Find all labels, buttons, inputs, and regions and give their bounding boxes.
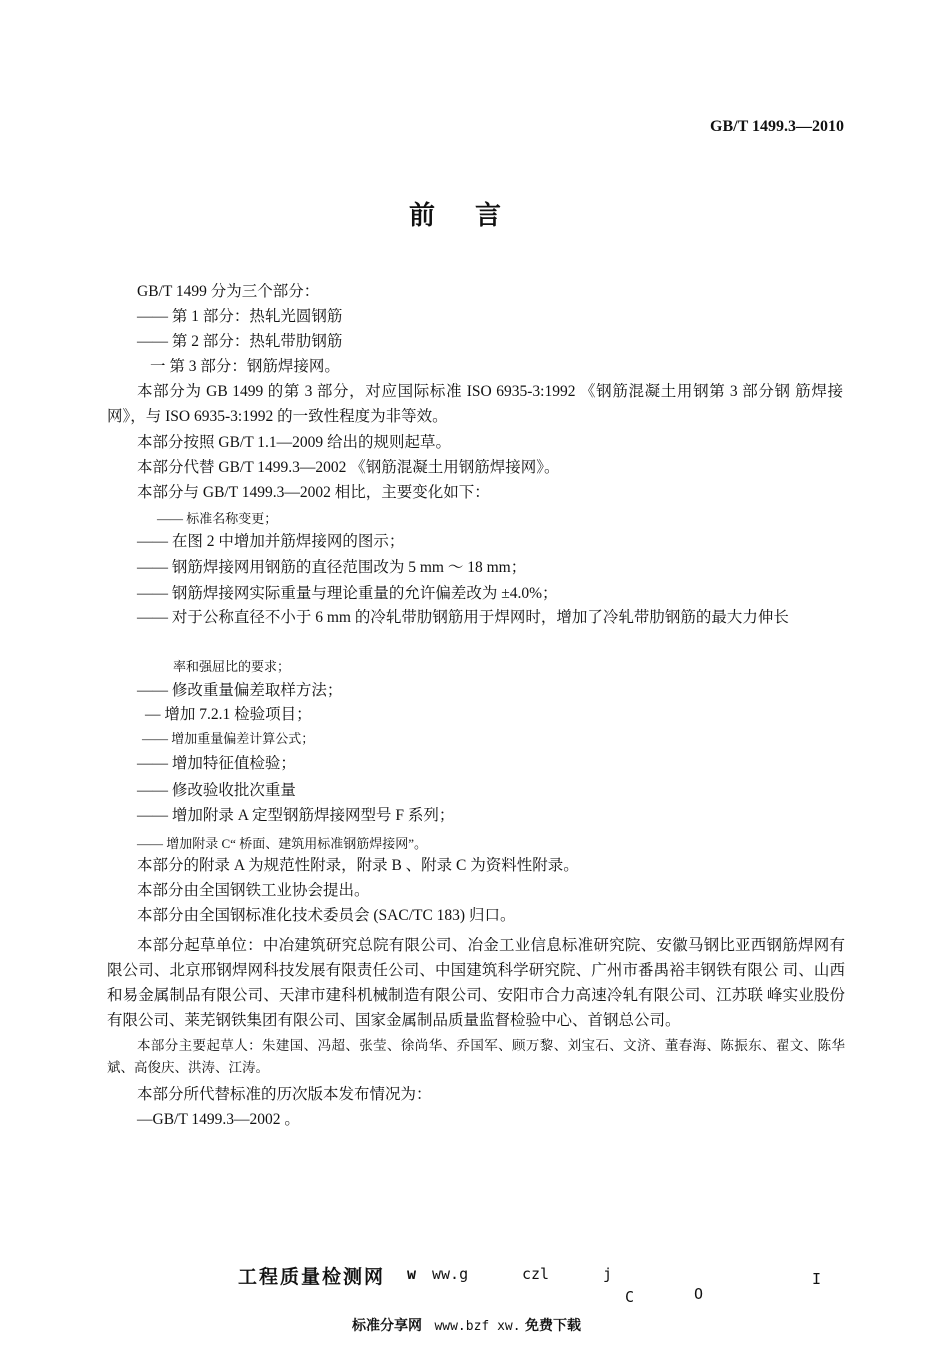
paragraph-drafters: 本部分主要起草人：朱建国、冯超、张莹、徐尚华、乔国军、顾万黎、刘宝石、文济、董春海、陈振东、翟文、陈华斌、高俊庆、洪涛、江涛。 (107, 1038, 845, 1075)
change-item: 率和强屈比的要求； (173, 659, 291, 674)
standard-number: GB/T 1499.3—2010 (710, 118, 844, 135)
footer-bottom-line (352, 1315, 581, 1335)
footer-url-part: C (625, 1288, 635, 1306)
change-item: —— 修改验收批次重量 (137, 782, 296, 799)
text-line: —— 第 2 部分：热轧带肋钢筋 (137, 333, 343, 350)
paragraph-iso: 本部分为 GB 1499 的第 3 部分，对应国际标准 ISO 6935-3:1992 《钢筋混凝土用钢第 3 部分钢 筋焊接网》，与 ISO 6935-3:1992 的一致性程度为非等效。 (107, 383, 843, 425)
change-item: —— 钢筋焊接网用钢筋的直径范围改为 5 mm ～ 18 mm； (137, 559, 527, 576)
change-item: —— 增加重量偏差计算公式； (142, 731, 315, 746)
footer-url-part: czl (522, 1265, 550, 1283)
change-item: —— 标准名称变更； (157, 511, 278, 526)
change-item: —— 钢筋焊接网实际重量与理论重量的允许偏差改为 ±4.0%； (137, 585, 558, 602)
footer-url-part: O (694, 1285, 704, 1303)
text-line: 本部分的附录 A 为规范性附录，附录 B 、附录 C 为资料性附录。 (137, 857, 579, 874)
change-item: — 增加 7.2.1 检验项目； (145, 706, 312, 723)
footer-url-part: I (812, 1270, 822, 1288)
page-title: 前言 (408, 201, 541, 231)
footer-url-part: w (407, 1265, 417, 1283)
text-line: —GB/T 1499.3—2002 。 (137, 1111, 300, 1128)
change-item: —— 增加附录 C“ 桥面、建筑用标准钢筋焊接网”。 (137, 836, 427, 851)
footer-url-part: j (603, 1265, 613, 1283)
paragraph-drafting-units: 本部分起草单位：中冶建筑研究总院有限公司、冶金工业信息标准研究院、安徽马钢比亚西钢筋焊网有限公司、北京邢钢焊网科技发展有限责任公司、中国建筑科学研究院、广州市番禺裕丰钢铁有限公 司、山西和易金属制品有限公司、天津市建科机械制造有限公司、安阳市合力高速冷轧有限公司、江苏联 峰实业股份有限公司、莱芜钢铁集团有限公司、国家金属制品质量监督检验中心、首钢总公司。 (107, 937, 845, 1029)
text-line: 本部分所代替标准的历次版本发布情况为： (137, 1086, 432, 1103)
change-item: —— 修改重量偏差取样方法； (137, 682, 343, 699)
text-line: 本部分代替 GB/T 1499.3—2002 《钢筋混凝土用钢筋焊接网》。 (137, 459, 560, 476)
text-line: 本部分由全国钢铁工业协会提出。 (137, 882, 370, 899)
text-line: —— 第 1 部分：热轧光圆钢筋 (137, 308, 343, 325)
change-item: —— 在图 2 中增加并筋焊接网的图示； (137, 533, 405, 550)
footer-brand: 标准分享网 (352, 1318, 422, 1334)
footer-url-part: ww.g (432, 1265, 469, 1283)
change-item: —— 增加附录 A 定型钢筋焊接网型号 F 系列； (137, 807, 455, 824)
change-item: —— 增加特征值检验； (137, 755, 296, 772)
footer-site-name: 工程质量检测网 (238, 1266, 386, 1288)
text-line: 本部分与 GB/T 1499.3—2002 相比，主要变化如下： (137, 484, 490, 501)
text-line: 本部分由全国钢标准化技术委员会 (SAC/TC 183) 归口。 (137, 907, 516, 924)
footer-url: www.bzf xw. (434, 1319, 521, 1334)
text-line: GB/T 1499 分为三个部分： (137, 283, 320, 300)
change-item: —— 对于公称直径不小于 6 mm 的冷轧带肋钢筋用于焊网时，增加了冷轧带肋钢筋的最大力伸长 (137, 609, 789, 626)
footer-free-download: 免费下载 (525, 1318, 581, 1334)
text-line: 一 第 3 部分：钢筋焊接网。 (150, 358, 340, 375)
text-line: 本部分按照 GB/T 1.1—2009 给出的规则起草。 (137, 434, 452, 451)
